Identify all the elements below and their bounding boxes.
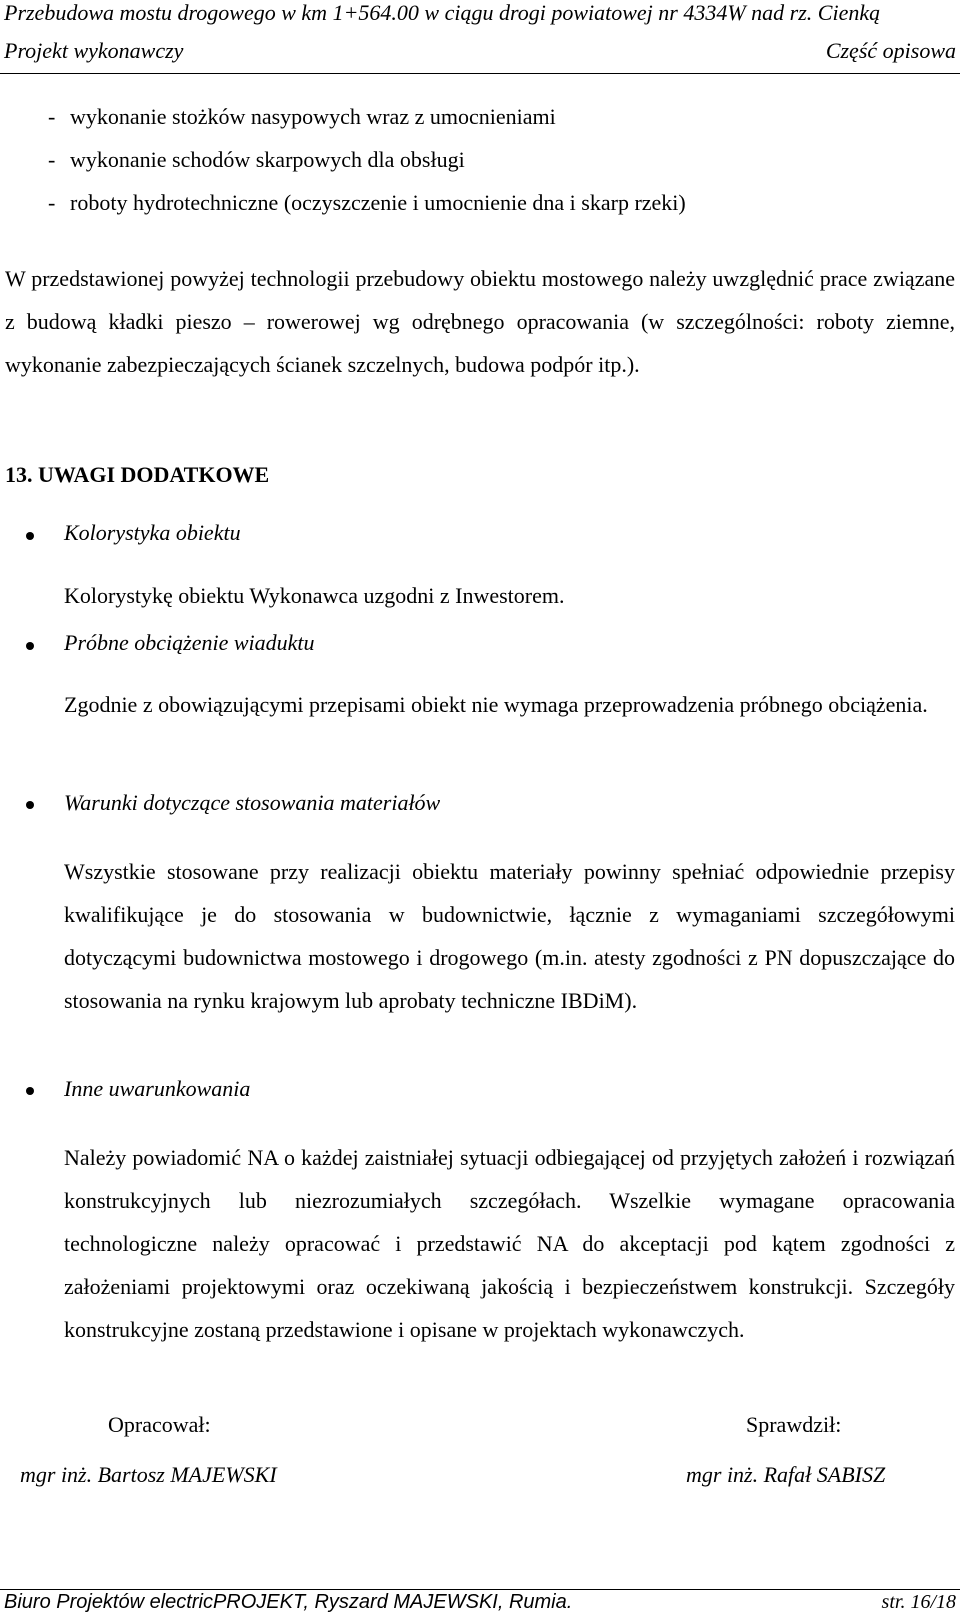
list-dash: - (48, 104, 56, 129)
section-heading: 13. UWAGI DODATKOWE (5, 462, 270, 487)
bullet-title: Próbne obciążenie wiaduktu (64, 630, 315, 655)
bullet-body (64, 683, 955, 726)
list-item (0, 104, 960, 130)
bullet-icon (26, 642, 34, 650)
page-number: str. 16/18 (881, 1591, 956, 1613)
bullet-icon (26, 532, 34, 540)
bullet-body (64, 1136, 955, 1351)
bullet-body (64, 574, 955, 617)
signature-right-label: Sprawdził: (746, 1412, 842, 1437)
list-item (0, 147, 960, 173)
list-dash: - (48, 147, 56, 172)
bullet-body-text: Wszystkie stosowane przy realizacji obiektu materiały powinny spełniać odpowiednie przepisy kwalifikujące je do stosowania w budownictwie, łącznie z wymaganiami szczegółowymi dotyczącymi budownictwa mostowego i drogowego (m.in. atesty zgodności z PN dopuszczające do stosowania na rynku krajowym lub aprobaty techniczne IBDiM). (64, 859, 955, 1013)
list-item (0, 190, 960, 216)
header-title: Przebudowa mostu drogowego w km 1+564.00 w ciągu drogi powiatowej nr 4334W nad rz. Cienką (4, 0, 881, 25)
header-left: Projekt wykonawczy (4, 38, 184, 63)
bullet-body-text: Zgodnie z obowiązującymi przepisami obiekt nie wymaga przeprowadzenia próbnego obciążenia. (64, 692, 928, 717)
list-item-text: wykonanie stożków nasypowych wraz z umocnieniami (70, 104, 556, 129)
intro-paragraph (5, 257, 955, 386)
bullet-title: Kolorystyka obiektu (64, 520, 241, 545)
header-rule (0, 73, 960, 74)
intro-paragraph-text: W przedstawionej powyżej technologii przebudowy obiektu mostowego należy uwzględnić prace związane z budową kładki pieszo – rowerowej wg odrębnego opracowania (w szczególności: roboty ziemne, wykonanie zabezpieczających ścianek szczelnych, budowa podpór itp.). (5, 266, 955, 377)
bullet-icon (26, 801, 34, 809)
bullet-body-text: Kolorystykę obiektu Wykonawca uzgodni z Inwestorem. (64, 583, 565, 608)
signature-right-name: mgr inż. Rafał SABISZ (686, 1462, 886, 1487)
bullet-title: Inne uwarunkowania (64, 1076, 251, 1101)
list-item-text: roboty hydrotechniczne (oczyszczenie i umocnienie dna i skarp rzeki) (70, 190, 686, 215)
list-dash: - (48, 190, 56, 215)
bullet-title: Warunki dotyczące stosowania materiałów (64, 790, 441, 815)
header-right: Część opisowa (825, 38, 956, 63)
signature-left-label: Opracował: (108, 1412, 211, 1437)
list-item-text: wykonanie schodów skarpowych dla obsługi (70, 147, 465, 172)
footer-left: Biuro Projektów electricPROJEKT, Ryszard MAJEWSKI, Rumia. (4, 1591, 573, 1613)
signature-left-name: mgr inż. Bartosz MAJEWSKI (20, 1462, 277, 1487)
bullet-body-text: Należy powiadomić NA o każdej zaistniałej sytuacji odbiegającej od przyjętych założeń i rozwiązań konstrukcyjnych lub niezrozumiałych szczegółach. Wszelkie wymagane opracowania technologiczne należy opracować i przedstawić NA do akceptacji pod kątem zgodności z założeniami projektowymi oraz oczekiwaną jakością i bezpieczeństwem konstrukcji. Szczegóły konstrukcyjne zostaną przedstawione i opisane w projektach wykonawczych. (64, 1145, 955, 1342)
bullet-body (64, 850, 955, 1022)
bullet-icon (26, 1087, 34, 1095)
footer-rule (0, 1589, 960, 1590)
